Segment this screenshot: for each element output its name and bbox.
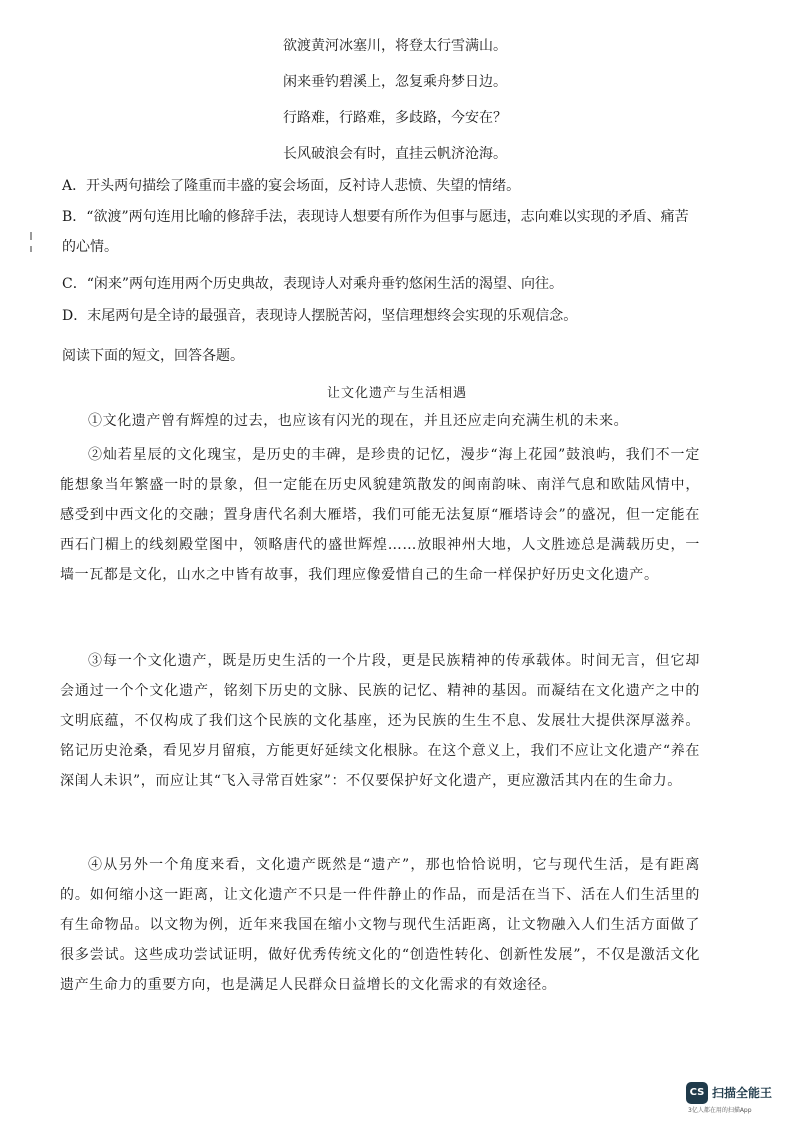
scanner-watermark bbox=[686, 1082, 790, 1118]
article-paragraph-1: ①文化遗产曾有辉煌的过去，也应该有闪光的现在，并且还应走向充满生机的未来。 bbox=[88, 413, 629, 429]
option-a: A．开头两句描绘了隆重而丰盛的宴会场面，反衬诗人悲愤、失望的情绪。 bbox=[62, 178, 521, 194]
poem-line: 行路难，行路难，多歧路，今安在？ bbox=[283, 110, 507, 126]
watermark-tagline: 3亿人都在用的扫描App bbox=[688, 1107, 752, 1114]
article-paragraph-3: ③每一个文化遗产，既是历史生活的一个片段，更是民族精神的传承载体。时间无言，但它却会通过一个个文化遗产，铭刻下历史的文脉、民族的记忆、精神的基因。而凝结在文化遗产之中的文明底蕴，不仅构成了我们这个民族的文化基座，还为民族的生生不息、发展壮大提供深厚滋养。铭记历史沧桑，看见岁月留痕，方能更好延续文化根脉。在这个意义上，我们不应让文化遗产“养在深闺人未识”，而应让其“飞入寻常百姓家”：不仅要保护好文化遗产，更应激活其内在的生命力。 bbox=[60, 653, 700, 789]
poem-line: 欲渡黄河冰塞川，将登太行雪满山。 bbox=[283, 38, 507, 54]
margin-scan-mark bbox=[30, 232, 32, 240]
watermark-app-name: 扫描全能王 bbox=[712, 1086, 773, 1100]
reading-instruction: 阅读下面的短文，回答各题。 bbox=[62, 348, 244, 364]
option-c: C．“闲来”两句连用两个历史典故，表现诗人对乘舟垂钓悠闲生活的渴望、向往。 bbox=[62, 276, 564, 292]
option-b: B．“欲渡”两句连用比喻的修辞手法，表现诗人想要有所作为但事与愿违，志向难以实现的矛盾、痛苦的心情。 bbox=[62, 209, 689, 255]
article-paragraph-4: ④从另外一个角度来看，文化遗产既然是“遗产”，那也恰恰说明，它与现代生活，是有距离的。如何缩小这一距离，让文化遗产不只是一件件静止的作品，而是活在当下、活在人们生活里的有生命物品。以文物为例，近年来我国在缩小文物与现代生活距离，让文物融入人们生活方面做了很多尝试。这些成功尝试证明，做好优秀传统文化的“创造性转化、创新性发展”，不仅是激活文化遗产生命力的重要方向，也是满足人民群众日益增长的文化需求的有效途径。 bbox=[60, 857, 700, 993]
article-paragraph-2: ②灿若星辰的文化瑰宝，是历史的丰碑，是珍贵的记忆，漫步“海上花园”鼓浪屿，我们不一定能想象当年繁盛一时的景象，但一定能在历史风貌建筑散发的闽南韵味、南洋气息和欧陆风情中，感受到中西文化的交融；置身唐代名刹大雁塔，我们可能无法复原“雁塔诗会”的盛况，但一定能在西石门楣上的线刻殿堂图中，领略唐代的盛世辉煌……放眼神州大地，人文胜迹总是满载历史，一墙一瓦都是文化，山水之中皆有故事，我们理应像爱惜自己的生命一样保护好历史文化遗产。 bbox=[60, 447, 700, 583]
poem-line: 长风破浪会有时，直挂云帆济沧海。 bbox=[283, 146, 507, 162]
poem-line: 闲来垂钓碧溪上，忽复乘舟梦日边。 bbox=[283, 74, 507, 90]
margin-scan-mark bbox=[30, 246, 32, 252]
camscanner-logo-icon: CS bbox=[686, 1082, 708, 1104]
option-d: D．末尾两句是全诗的最强音，表现诗人摆脱苦闷，坚信理想终会实现的乐观信念。 bbox=[62, 308, 578, 324]
article-title: 让文化遗产与生活相遇 bbox=[326, 386, 467, 401]
answer-options bbox=[62, 176, 762, 336]
poem-excerpt bbox=[0, 36, 794, 180]
